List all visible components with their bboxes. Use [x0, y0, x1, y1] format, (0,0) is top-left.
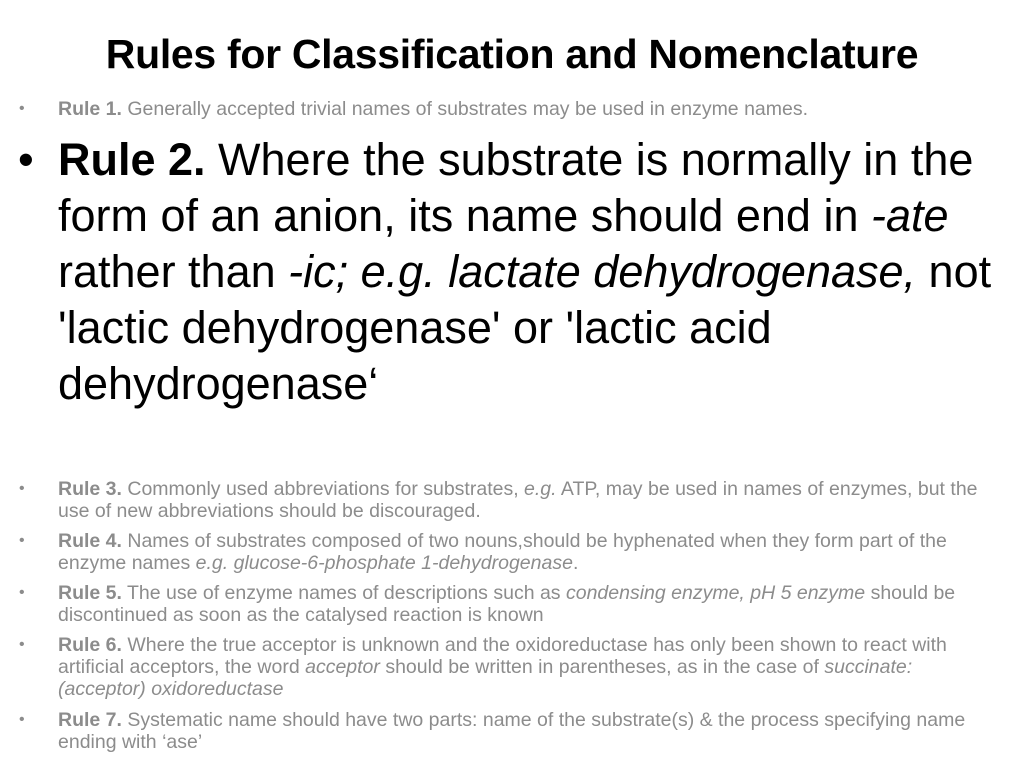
rule-2-label: Rule 2.	[58, 134, 206, 185]
bullet-marker: •	[19, 532, 25, 549]
rule-7-label: Rule 7.	[58, 709, 122, 731]
rule-6-italic-a: acceptor	[305, 656, 380, 678]
bullet-marker: •	[19, 711, 25, 728]
rule-3-italic-a: e.g.	[524, 478, 557, 500]
rule-6-text-b: should be written in parentheses, as in the case of	[379, 656, 825, 678]
rule-2-italic-a: -ate	[871, 190, 949, 241]
rule-7	[19, 709, 1013, 753]
slide-title: Rules for Classification and Nomenclature	[105, 31, 919, 77]
rule-5-label: Rule 5.	[58, 582, 122, 604]
rule-4-italic-a: e.g. glucose-6-phosphate 1-dehydrogenase	[195, 552, 573, 574]
bullet-marker: •	[18, 134, 34, 185]
rule-2-text-a: Where the substrate is normally in the form of an anion, its name should end in	[58, 134, 974, 241]
rule-2-text-c: not 'lactic dehydrogenase' or 'lactic acid dehydrogenase‘	[58, 246, 992, 409]
rule-3-label: Rule 3.	[58, 478, 122, 500]
rule-2-italic-b: -ic; e.g. lactate dehydrogenase,	[288, 246, 917, 297]
rule-6-italic-b: succinate:(acceptor) oxidoreductase	[58, 656, 913, 700]
rule-7-text: Systematic name should have two parts: name of the substrate(s) & the process specifying name ending with ‘ase’	[58, 709, 966, 753]
rule-6-label: Rule 6.	[58, 634, 122, 656]
bullet-marker: •	[19, 584, 25, 601]
rule-5-text-b: should be discontinued as soon as the catalysed reaction is known	[58, 582, 956, 626]
rule-2	[18, 132, 998, 412]
rule-6	[19, 634, 963, 700]
bullet-marker: •	[19, 636, 25, 653]
rule-4-label: Rule 4.	[58, 530, 122, 552]
rule-5	[19, 582, 988, 626]
rule-4	[19, 530, 1003, 574]
rule-1-label: Rule 1.	[58, 98, 122, 120]
rule-1	[19, 98, 1008, 120]
rule-5-italic-a: condensing enzyme, pH 5 enzyme	[565, 582, 866, 604]
bullet-marker: •	[19, 100, 25, 117]
rule-5-text-a: The use of enzyme names of descriptions such as	[121, 582, 566, 604]
rule-2-text-b: rather than	[58, 246, 289, 297]
bullet-marker: •	[19, 480, 25, 497]
rule-4-text-b: .	[572, 552, 579, 574]
rule-3-text-a: Commonly used abbreviations for substrates,	[121, 478, 525, 500]
rule-1-text: Generally accepted trivial names of substrates may be used in enzyme names.	[121, 98, 809, 120]
rule-6-text-a: Where the true acceptor is unknown and the oxidoreductase has only been shown to react with artificial acceptors, the word	[58, 634, 947, 678]
rule-4-text-a: Names of substrates composed of two nouns,should be hyphenated when they form part of the enzyme names	[58, 530, 947, 574]
rule-3-text-b: ATP, may be used in names of enzymes, but the use of new abbreviations should be discouraged.	[58, 478, 978, 522]
rule-3	[19, 478, 1003, 522]
